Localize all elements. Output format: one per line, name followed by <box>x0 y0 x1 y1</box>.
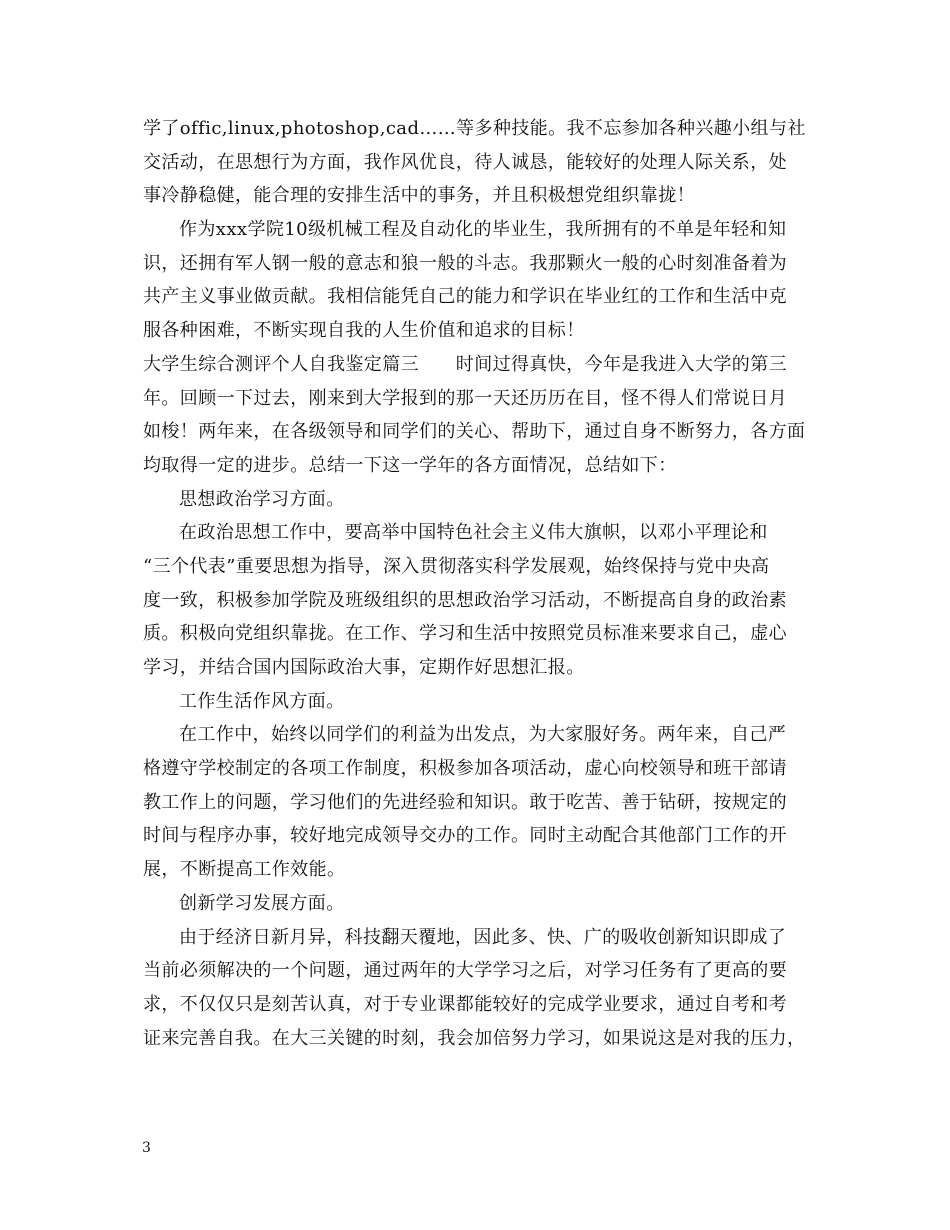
page-number: 3 <box>142 1140 151 1156</box>
text-line: 事冷静稳健，能合理的安排生活中的事务，并且积极想党组织靠拢！ <box>143 185 695 207</box>
text-line: 求，不仅仅只是刻苦认真，对于专业课都能较好的完成学业要求，通过自考和考 <box>143 993 787 1015</box>
text-line: 工作生活作风方面。 <box>179 690 345 712</box>
text-line: 度一致，积极参加学院及班级组织的思想政治学习活动，不断提高自身的政治素 <box>143 589 787 611</box>
text-line: 共产主义事业做贡献。我相信能凭自己的能力和学识在毕业红的工作和生活中克 <box>143 286 787 308</box>
text-line: “三个代表”重要思想为指导，深入贯彻落实科学发展观，始终保持与党中央高 <box>143 555 770 577</box>
text-line: 格遵守学校制定的各项工作制度，积极参加各项活动，虚心向校领导和班干部请 <box>143 758 787 780</box>
text-line: 教工作上的问题，学习他们的先进经验和知识。敢于吃苦、善于钻研，按规定的 <box>143 791 787 813</box>
text-line: 均取得一定的进步。总结一下这一学年的各方面情况，总结如下： <box>143 454 677 476</box>
text-line: 在政治思想工作中，要高举中国特色社会主义伟大旗帜，以邓小平理论和 <box>179 522 768 544</box>
text-line: 由于经济日新月异，科技翻天覆地，因此多、快、广的吸收创新知识即成了 <box>179 926 787 948</box>
text-line: 如梭！两年来，在各级领导和同学们的关心、帮助下，通过自身不断努力，各方面 <box>143 421 806 443</box>
document-body <box>143 112 843 1055</box>
text-line: 思想政治学习方面。 <box>179 488 345 510</box>
text-line: 学了offic,linux,photoshop,cad……等多种技能。我不忘参加各种兴趣小组与社 <box>143 118 806 139</box>
text-line: 在工作中，始终以同学们的利益为出发点，为大家服好务。两年来，自己严 <box>179 724 787 746</box>
text-line: 时间与程序办事，较好地完成领导交办的工作。同时主动配合其他部门工作的开 <box>143 825 787 847</box>
text-line: 创新学习发展方面。 <box>179 892 345 914</box>
text-line: 服各种困难，不断实现自我的人生价值和追求的目标！ <box>143 320 585 342</box>
text-line: 学习，并结合国内国际政治大事，定期作好思想汇报。 <box>143 657 585 678</box>
text-line: 当前必须解决的一个问题，通过两年的大学学习之后，对学习任务有了更高的要 <box>143 960 787 982</box>
text-line: 作为xxx学院10级机械工程及自动化的毕业生，我所拥有的不单是年轻和知 <box>179 219 787 241</box>
text-line: 识，还拥有军人钢一般的意志和狼一般的斗志。我那颗火一般的心时刻准备着为 <box>143 252 787 274</box>
text-line: 展，不断提高工作效能。 <box>143 859 346 881</box>
text-line: 质。积极向党组织靠拢。在工作、学习和生活中按照党员标准来要求自己，虚心 <box>143 623 787 645</box>
text-line: 年。回顾一下过去，刚来到大学报到的那一天还历历在目，怪不得人们常说日月 <box>143 387 787 409</box>
text-line: 交活动，在思想行为方面，我作风优良，待人诚恳，能较好的处理人际关系，处 <box>143 151 787 173</box>
text-line: 证来完善自我。在大三关键的时刻，我会加倍努力学习，如果说这是对我的压力， <box>143 1027 806 1049</box>
text-line: 大学生综合测评个人自我鉴定篇三 时间过得真快，今年是我进入大学的第三 <box>143 353 787 375</box>
